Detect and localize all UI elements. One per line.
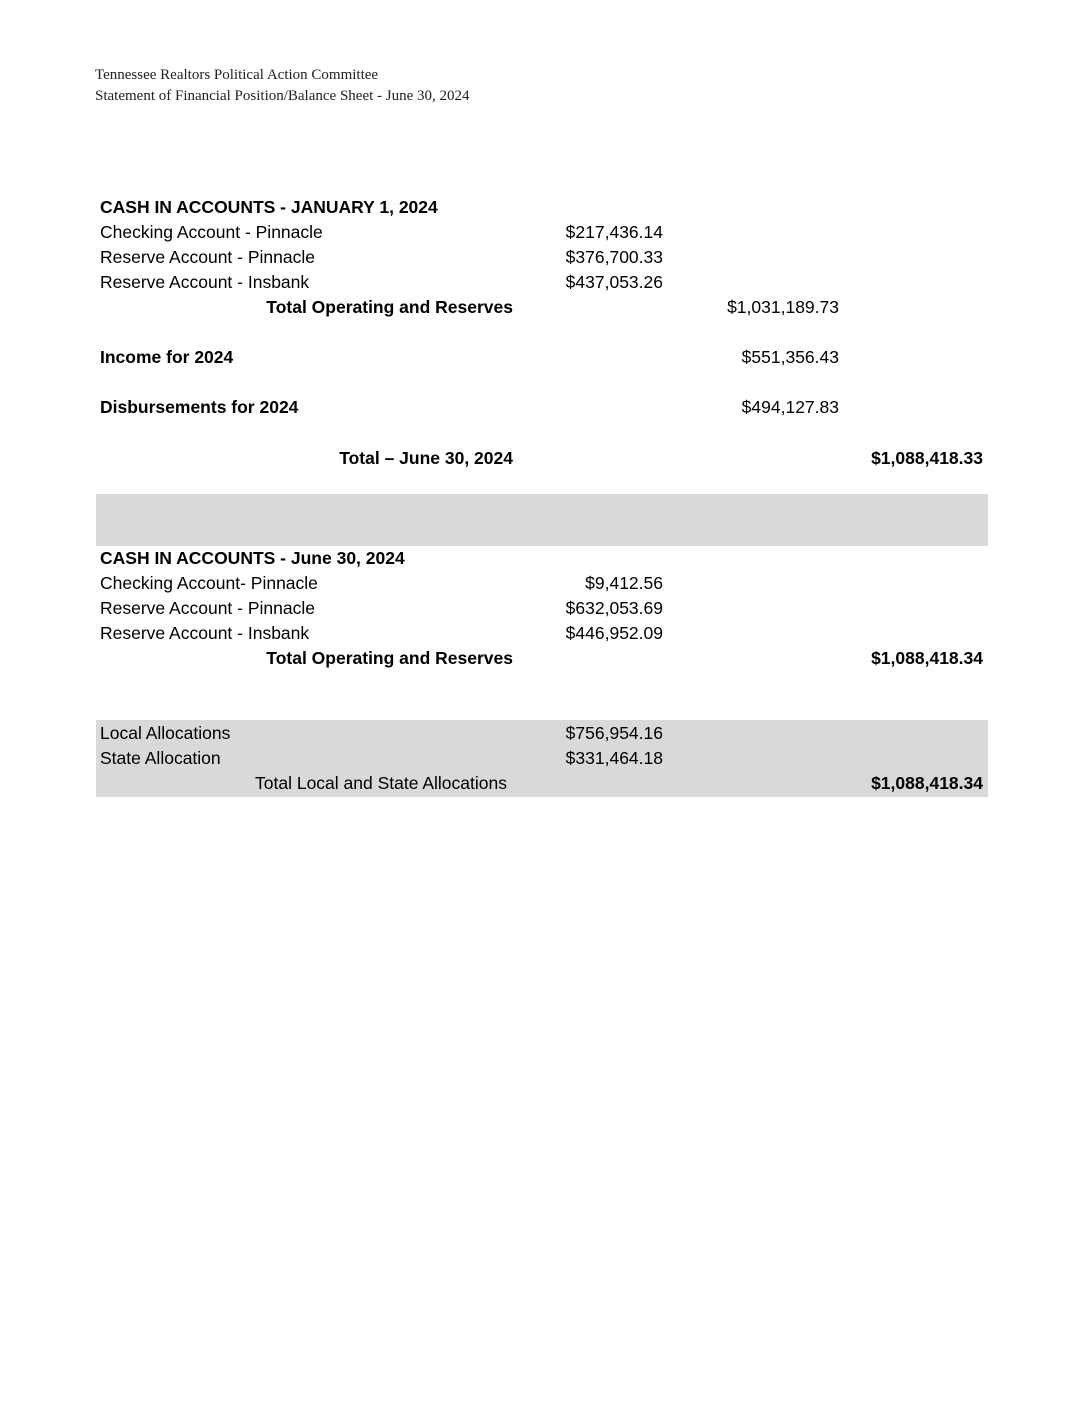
grand-total-amount: $1,088,418.33 <box>871 448 983 468</box>
income-label: Income for 2024 <box>100 347 234 367</box>
table-row <box>96 270 988 295</box>
grand-total-row <box>96 446 988 471</box>
total-row <box>96 646 988 671</box>
disbursements-amount: $494,127.83 <box>741 397 839 417</box>
total-label: Total Operating and Reserves <box>266 297 513 317</box>
account-label: Checking Account- Pinnacle <box>100 573 318 593</box>
disbursements-row <box>96 395 988 420</box>
document-header <box>95 65 470 107</box>
allocation-label: State Allocation <box>100 748 221 768</box>
table-row <box>96 571 988 596</box>
account-label: Reserve Account - Insbank <box>100 272 310 292</box>
total-amount: $1,088,418.34 <box>871 648 983 668</box>
account-label: Reserve Account - Pinnacle <box>100 247 315 267</box>
section1-heading: CASH IN ACCOUNTS - JANUARY 1, 2024 <box>100 197 438 217</box>
section1-heading-row <box>96 195 988 220</box>
allocation-amount: $331,464.18 <box>565 748 663 768</box>
account-label: Reserve Account - Pinnacle <box>100 598 315 618</box>
total-row <box>96 295 988 320</box>
table-row <box>96 596 988 621</box>
divider-band <box>96 494 988 546</box>
table-row <box>96 746 988 771</box>
allocations-total-amount: $1,088,418.34 <box>871 773 983 793</box>
account-amount: $9,412.56 <box>585 573 663 593</box>
allocations-total-row <box>96 771 988 796</box>
allocation-label: Local Allocations <box>100 723 231 743</box>
section2-heading: CASH IN ACCOUNTS - June 30, 2024 <box>100 548 405 568</box>
allocation-amount: $756,954.16 <box>565 723 663 743</box>
statement-title: Statement of Financial Position/Balance Sheet - June 30, 2024 <box>95 88 470 104</box>
account-amount: $632,053.69 <box>565 598 663 618</box>
account-amount: $376,700.33 <box>565 247 663 267</box>
disbursements-label: Disbursements for 2024 <box>100 397 299 417</box>
account-amount: $217,436.14 <box>565 222 663 242</box>
grand-total-label: Total – June 30, 2024 <box>339 448 513 468</box>
org-name: Tennessee Realtors Political Action Committee <box>95 67 379 83</box>
account-amount: $446,952.09 <box>565 623 663 643</box>
account-label: Reserve Account - Insbank <box>100 623 310 643</box>
allocations-total-label: Total Local and State Allocations <box>255 773 507 793</box>
total-amount: $1,031,189.73 <box>727 297 839 317</box>
account-label: Checking Account - Pinnacle <box>100 222 323 242</box>
income-amount: $551,356.43 <box>741 347 839 367</box>
table-row <box>96 621 988 646</box>
total-label: Total Operating and Reserves <box>266 648 513 668</box>
table-row <box>96 721 988 746</box>
table-row <box>96 220 988 245</box>
income-row <box>96 345 988 370</box>
table-row <box>96 245 988 270</box>
account-amount: $437,053.26 <box>565 272 663 292</box>
section2-heading-row <box>96 546 988 571</box>
